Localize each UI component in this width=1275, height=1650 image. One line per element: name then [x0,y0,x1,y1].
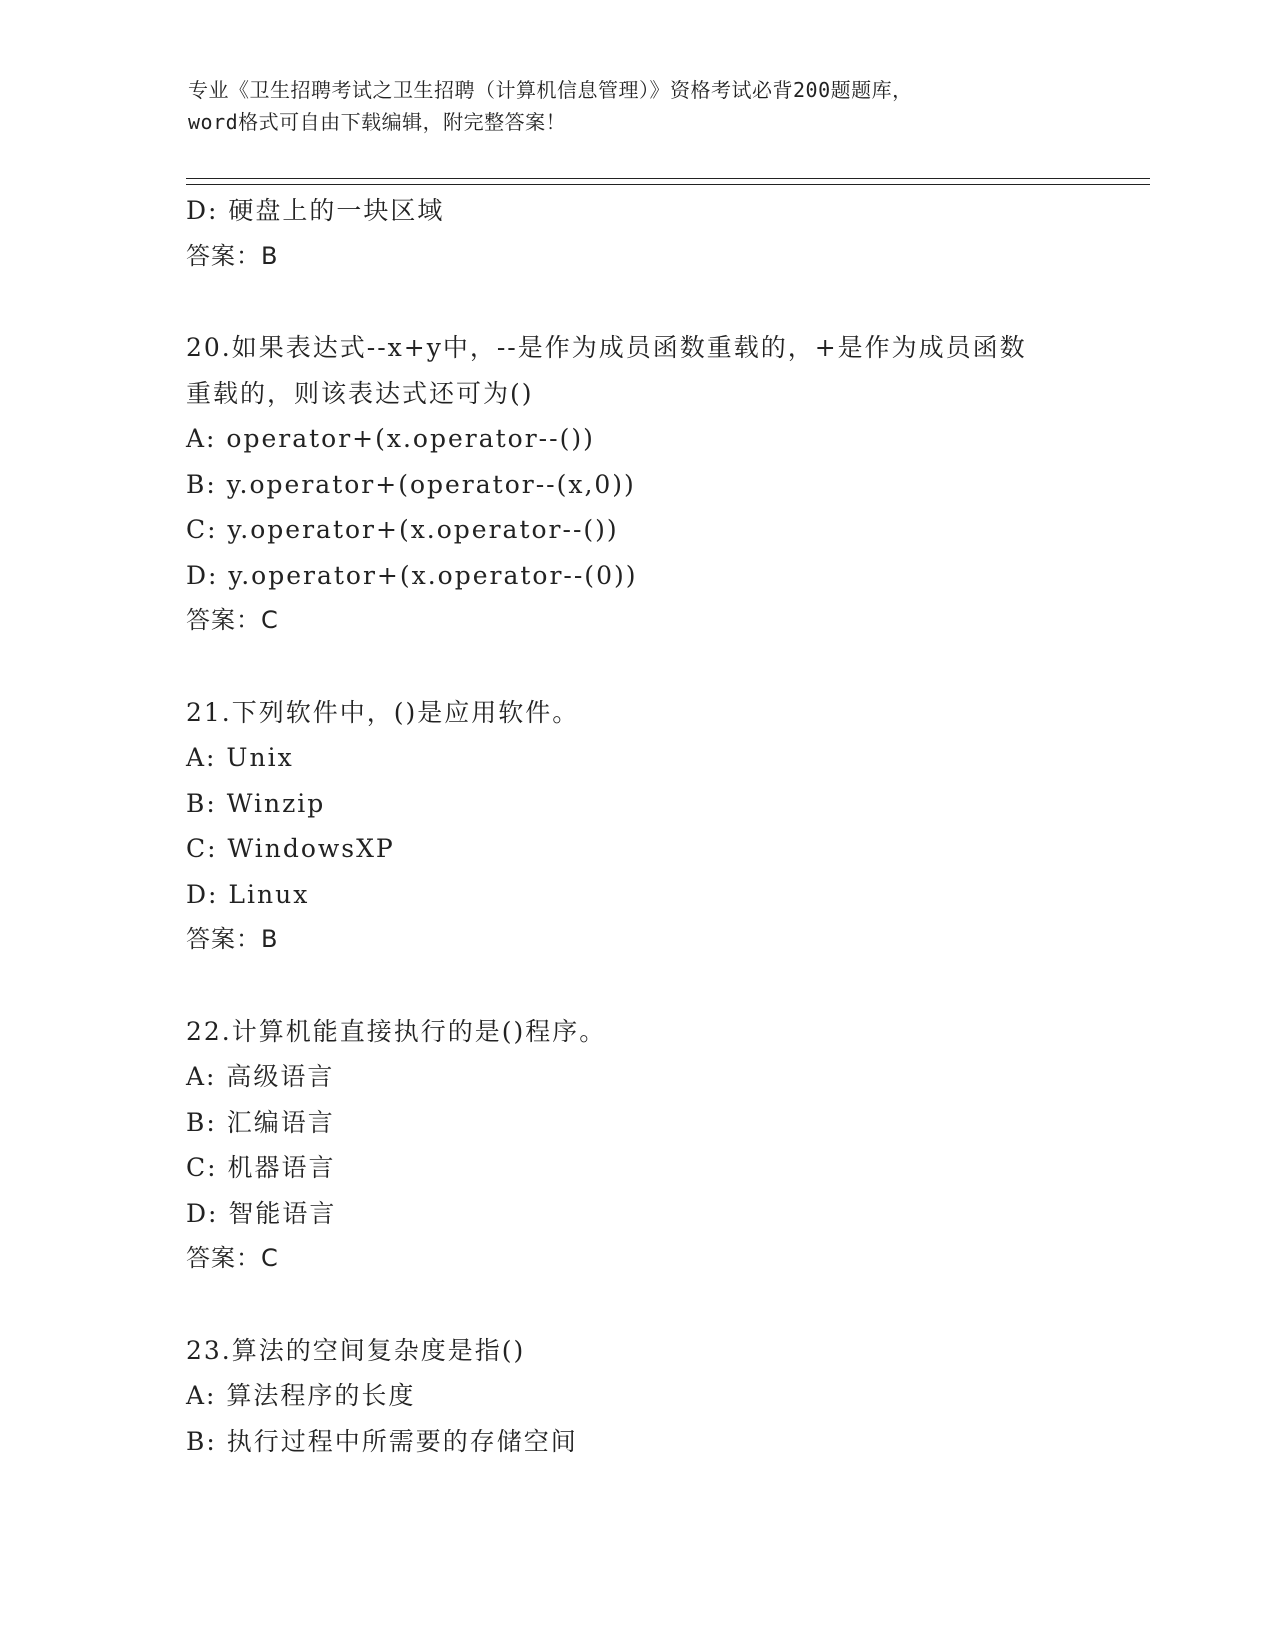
option-b: B: 汇编语言 [186,1107,335,1137]
answer-line: 答案：B [186,925,279,953]
answer-line: 答案：C [186,606,279,634]
question-number: 23. [186,1335,232,1365]
header-line-1: 专业《卫生招聘考试之卫生招聘（计算机信息管理）》资格考试必背200题题库， [188,78,913,102]
question-text-line-1 [186,1328,1126,1374]
question-20 [186,325,1126,644]
answer-line: 答案：B [186,241,279,270]
question-23 [186,1328,1126,1465]
option-c: C: 机器语言 [186,1153,336,1182]
option-b: B: y.operator+(operator--(x,0)) [186,469,636,499]
question-text-line-1 [186,325,1126,371]
document-header [188,74,1088,138]
option-d: D: Linux [186,879,310,909]
option-d: D: y.operator+(x.operator--(0)) [186,560,638,590]
question-number: 22. [186,1016,232,1046]
question-22 [186,1009,1126,1282]
question-text: 如果表达式--x+y中，--是作为成员函数重载的，+是作为成员函数 [231,333,1027,362]
question-text-line-2: 重载的，则该表达式还可为() [186,378,534,408]
header-line-2: word格式可自由下载编辑，附完整答案！ [188,110,567,134]
header-divider [186,178,1150,185]
spacer [186,1282,1126,1328]
question-list [186,188,1126,1464]
question-text-line-1 [186,1009,1126,1055]
question-number: 20. [186,333,232,362]
option-c: C: WindowsXP [186,834,395,863]
option-d: D: 硬盘上的一块区域 [186,196,445,225]
option-a: A: 算法程序的长度 [186,1381,416,1410]
option-b: B: 执行过程中所需要的存储空间 [186,1426,578,1456]
option-a: A: Unix [186,743,294,772]
spacer [186,279,1126,325]
question-text: 计算机能直接执行的是()程序。 [231,1016,607,1046]
question-text-line-1 [186,690,1126,736]
question-text: 算法的空间复杂度是指() [231,1335,526,1365]
spacer [186,963,1126,1009]
question-number: 21. [186,697,232,727]
option-b: B: Winzip [186,788,326,818]
question-text: 下列软件中，()是应用软件。 [231,697,580,727]
answer-line: 答案：C [186,1244,279,1272]
option-d: D: 智能语言 [186,1198,337,1228]
question-21 [186,690,1126,963]
spacer [186,644,1126,690]
option-c: C: y.operator+(x.operator--()) [186,515,619,544]
option-a: A: operator+(x.operator--()) [186,424,595,453]
prev-question-tail [186,188,1126,279]
option-a: A: 高级语言 [186,1062,335,1091]
